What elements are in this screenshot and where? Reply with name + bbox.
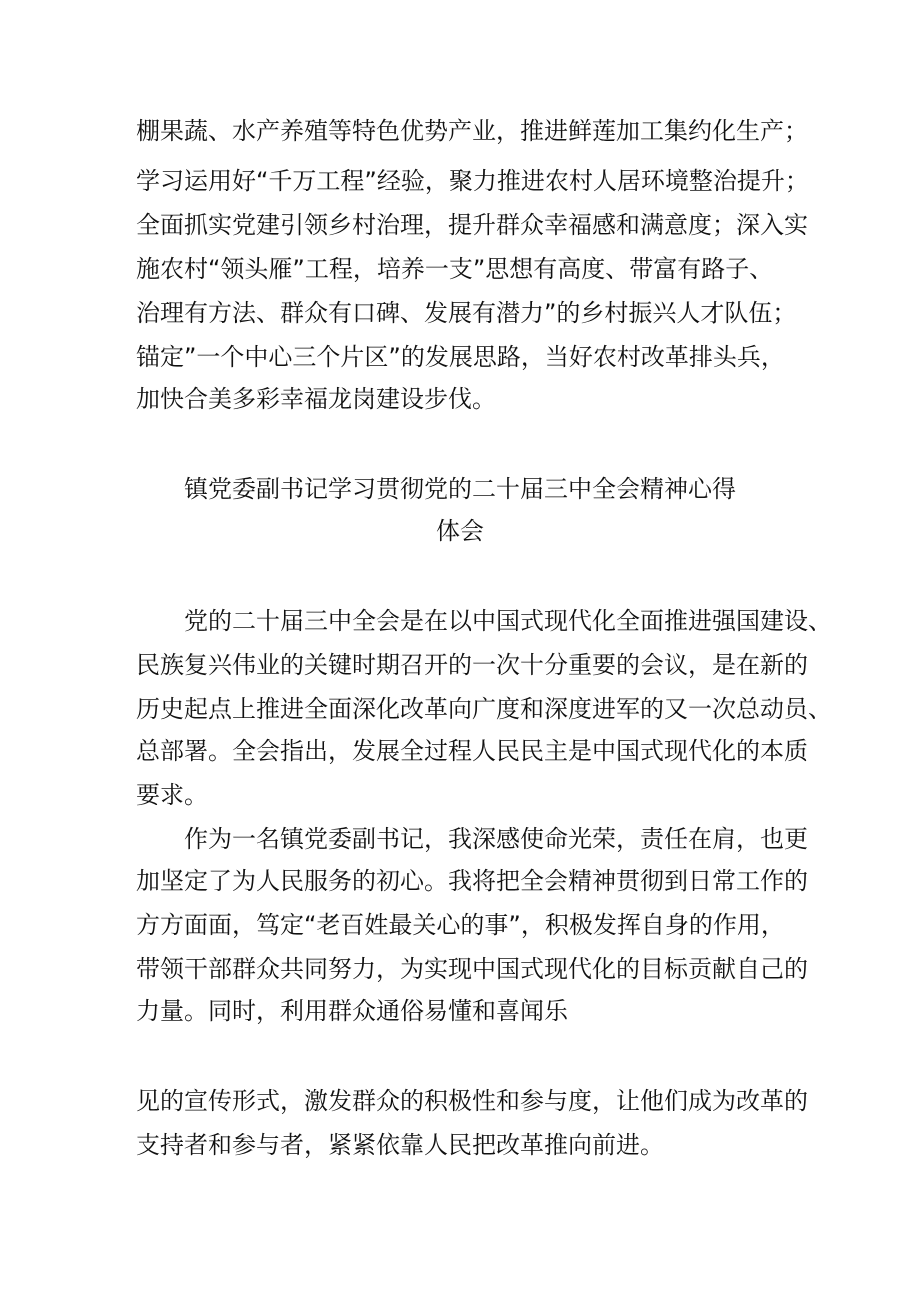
paragraph-line: 学习运用好“千万工程”经验，聚力推进农村人居环境整治提升； (136, 167, 809, 195)
paragraph-line: 棚果蔬、水产养殖等特色优势产业，推进鲜莲加工集约化生产； (136, 117, 808, 145)
paragraph-line: 施农村“领头雁”工程，培养一支”思想有高度、带富有路子、 (136, 255, 774, 283)
paragraph-line: 加快合美多彩幸福龙岗建设步伐。 (136, 385, 496, 413)
paragraph-line: 要求。 (136, 781, 208, 809)
paragraph-line: 支持者和参与者，紧紧依靠人民把改革推向前进。 (136, 1131, 664, 1159)
document-title-continued: 体会 (436, 517, 484, 545)
paragraph-line: 党的二十届三中全会是在以中国式现代化全面推进强国建设、 (184, 607, 832, 635)
paragraph-line: 作为一名镇党委副书记，我深感使命光荣，责任在肩，也更 (184, 825, 808, 853)
paragraph-line: 方方面面，笃定“老百姓最关心的事”，积极发挥自身的作用， (136, 911, 785, 939)
document-title: 镇党委副书记学习贯彻党的二十届三中全会精神心得 (184, 475, 736, 503)
paragraph-line: 加坚定了为人民服务的初心。我将把全会精神贯彻到日常工作的 (136, 867, 808, 895)
paragraph-line: 见的宣传形式，激发群众的积极性和参与度，让他们成为改革的 (136, 1087, 808, 1115)
paragraph-line: 全面抓实党建引领乡村治理，提升群众幸福感和满意度；深入实 (136, 211, 808, 239)
paragraph-line: 锚定”一个中心三个片区”的发展思路，当好农村改革排头兵， (136, 343, 785, 371)
paragraph-line: 带领干部群众共同努力，为实现中国式现代化的目标贡献自己的 (136, 955, 808, 983)
paragraph-line: 治理有方法、群众有口碑、发展有潜力”的乡村振兴人才队伍； (136, 299, 797, 327)
paragraph-line: 历史起点上推进全面深化改革向广度和深度进军的又一次总动员、 (136, 695, 832, 723)
paragraph-line: 总部署。全会指出，发展全过程人民民主是中国式现代化的本质 (136, 737, 808, 765)
paragraph-line: 民族复兴伟业的关键时期召开的一次十分重要的会议，是在新的 (136, 651, 808, 679)
paragraph-line: 力量。同时，利用群众通俗易懂和喜闻乐 (136, 997, 568, 1025)
